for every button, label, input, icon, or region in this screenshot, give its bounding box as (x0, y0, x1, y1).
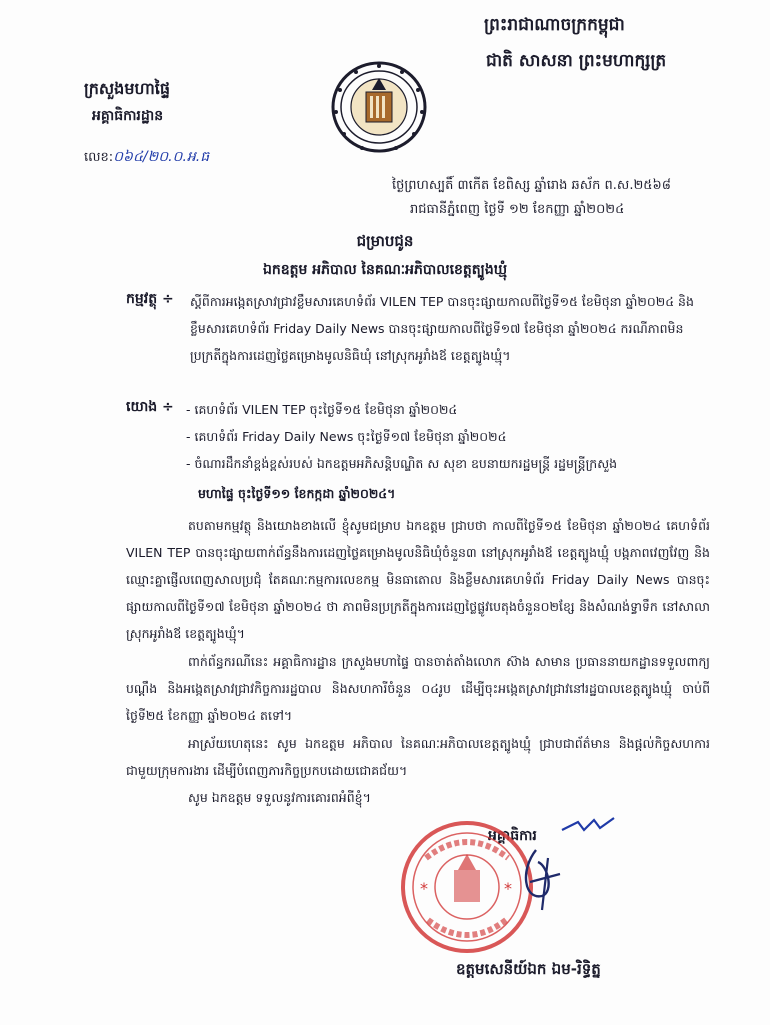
svg-text:*: * (420, 879, 428, 898)
svg-text:*: * (504, 879, 512, 898)
reference-item-continued: មហាផ្ទៃ ចុះថ្ងៃទី១១ ខែកក្កដា ឆ្នាំ២០២៤។ (198, 486, 396, 501)
reference-item: - ចំណារដឹកនាំខ្ពង់ខ្ពស់របស់ ឯកឧត្តមអភិសន្តិបណ្ឌិត ស សុខា ឧបនាយករដ្ឋមន្ត្រី រដ្ឋមន្ត្រីក្រសួង (186, 456, 618, 471)
body-paragraph-4: សូម ឯកឧត្តម ទទួលនូវការគោរពអំពីខ្ញុំ។ (188, 790, 371, 805)
reference-number: ០៦៤/២០.០.អ.ធ (113, 149, 210, 165)
national-motto: ជាតិ សាសនា ព្រះមហាក្សត្រ (486, 51, 667, 71)
salutation-title: ជម្រាបជូន (356, 232, 414, 250)
subject-text: ស្ដីពីការអង្កេតស្រាវជ្រាវខ្លឹមសារគេហទំព័រ VILEN TEP បានចុះផ្សាយកាលពីថ្ងៃទី១៥ ខែមិថុនា ឆ្នាំ២០២៤ និងខ្លឹមសារគេហទំព័រ Friday Daily News បានចុះផ្សាយកាលពីថ្ងៃទី១៧ ខែមិថុនា ឆ្នាំ២០២៤ ករណីភាពមិនប្រក្រតីក្នុងការដេញថ្លៃគម្រោងមូលនិធិឃុំ នៅស្រុកអូរាំងឪ ខេត្តត្បូងឃ្មុំ។ (190, 294, 694, 363)
signatory-name: ឧត្តមសេនីយ៍ឯក ឯម-រិទ្ធិត្ន (456, 960, 601, 978)
reference-line (84, 147, 209, 168)
reference-label: លេខ: (84, 150, 114, 165)
body-paragraph-3: អាស្រ័យហេតុនេះ សូម ឯកឧត្តម អភិបាល នៃគណៈអភិបាលខេត្តត្បូងឃ្មុំ ជ្រាបជាព័ត៌មាន និងផ្តល់កិច្ចសហការជាមួយក្រុមការងារ ដើម្បីបំពេញភារកិច្ចប្រកបដោយជោគជ័យ។ (126, 736, 710, 778)
body-paragraph-2: ពាក់ព័ន្ធករណីនេះ អគ្គាធិការដ្ឋាន ក្រសួងមហាផ្ទៃ បានចាត់តាំងលោក ស៊ាង សាមាន ប្រធាននាយកដ្ឋានទទួលពាក្យបណ្តឹង និងអង្កេតស្រាវជ្រាវកិច្ចការរដ្ឋបាល និងសហការីចំនួន ០៤រូប ដើម្បីចុះអង្កេតស្រាវជ្រាវនៅរដ្ឋបាលខេត្តត្បូងឃ្មុំ ចាប់ពីថ្ងៃទី២៥ ខែកញ្ញា ឆ្នាំ២០២៤ តទៅ។ (126, 654, 710, 723)
references-label: យោង ÷ (126, 399, 174, 415)
reference-item: - គេហទំព័រ VILEN TEP ចុះថ្ងៃទី១៥ ខែមិថុនា ឆ្នាំ២០២៤ (186, 402, 458, 417)
body-paragraph-1: តបតាមកម្មវត្ថុ និងយោងខាងលើ ខ្ញុំសូមជម្រាប ឯកឧត្តម ជ្រាបថា កាលពីថ្ងៃទី១៥ ខែមិថុនា ឆ្នាំ២០២៤ គេហទំព័រ VILEN TEP បានចុះផ្សាយពាក់ព័ន្ធនឹងការដេញថ្លៃគម្រោងមូលនិធិឃុំចំនួន៣ នៅស្រុកអូរាំងឪ ខេត្តត្បូងឃ្មុំ បង្កភាពវេញវែញ និងឈ្មោះគ្នាផ្ញើលពេញសាលប្រជុំ តែគណៈកម្មការលេខកម្ម មិនធាតោល និងខ្លឹមសារគេហទំព័រ Friday Daily News បានចុះផ្សាយកាលពីថ្ងៃទី១៧ ខែមិថុនា ឆ្នាំ២០២៤ ថា ភាពមិនប្រក្រតីក្នុងការដេញថ្លៃផ្លូវបេតុងចំនួន០២ខ្សែ និងសំណង់ទ្វាទឹក នៅសាលាស្រុកអូរាំងឪ ខេត្តត្បូងឃ្មុំ។ (126, 518, 710, 641)
subject-label: កម្មវត្ថុ ÷ (126, 291, 174, 307)
ministry-name: ក្រសួងមហាផ្ទៃ (84, 79, 171, 98)
handwritten-signature-icon (490, 810, 630, 920)
signature-title: អគ្គាធិការ (488, 828, 537, 844)
reference-item: - គេហទំព័រ Friday Daily News ចុះថ្ងៃទី១៧ ខែមិថុនា ឆ្នាំ២០២៤ (186, 429, 507, 444)
solar-date: រាជធានីភ្នំពេញ ថ្ងៃទី ១២ ខែកញ្ញា ឆ្នាំ២០២៤ (410, 202, 625, 217)
ministry-emblem-icon (330, 60, 428, 154)
kingdom-heading: ព្រះរាជាណាចក្រកម្ពុជា (484, 15, 625, 35)
recipient-title: ឯកឧត្តម អភិបាល នៃគណៈអភិបាលខេត្តត្បូងឃ្មុំ (262, 262, 508, 278)
department-name: អគ្គាធិការដ្ឋាន (92, 108, 164, 124)
lunar-date: ថ្ងៃព្រហស្បតិ៍ ៣កើត ខែពិស្ស ឆ្នាំរោង ឆស័ក ព.ស.២៥៦៨ (392, 178, 671, 193)
